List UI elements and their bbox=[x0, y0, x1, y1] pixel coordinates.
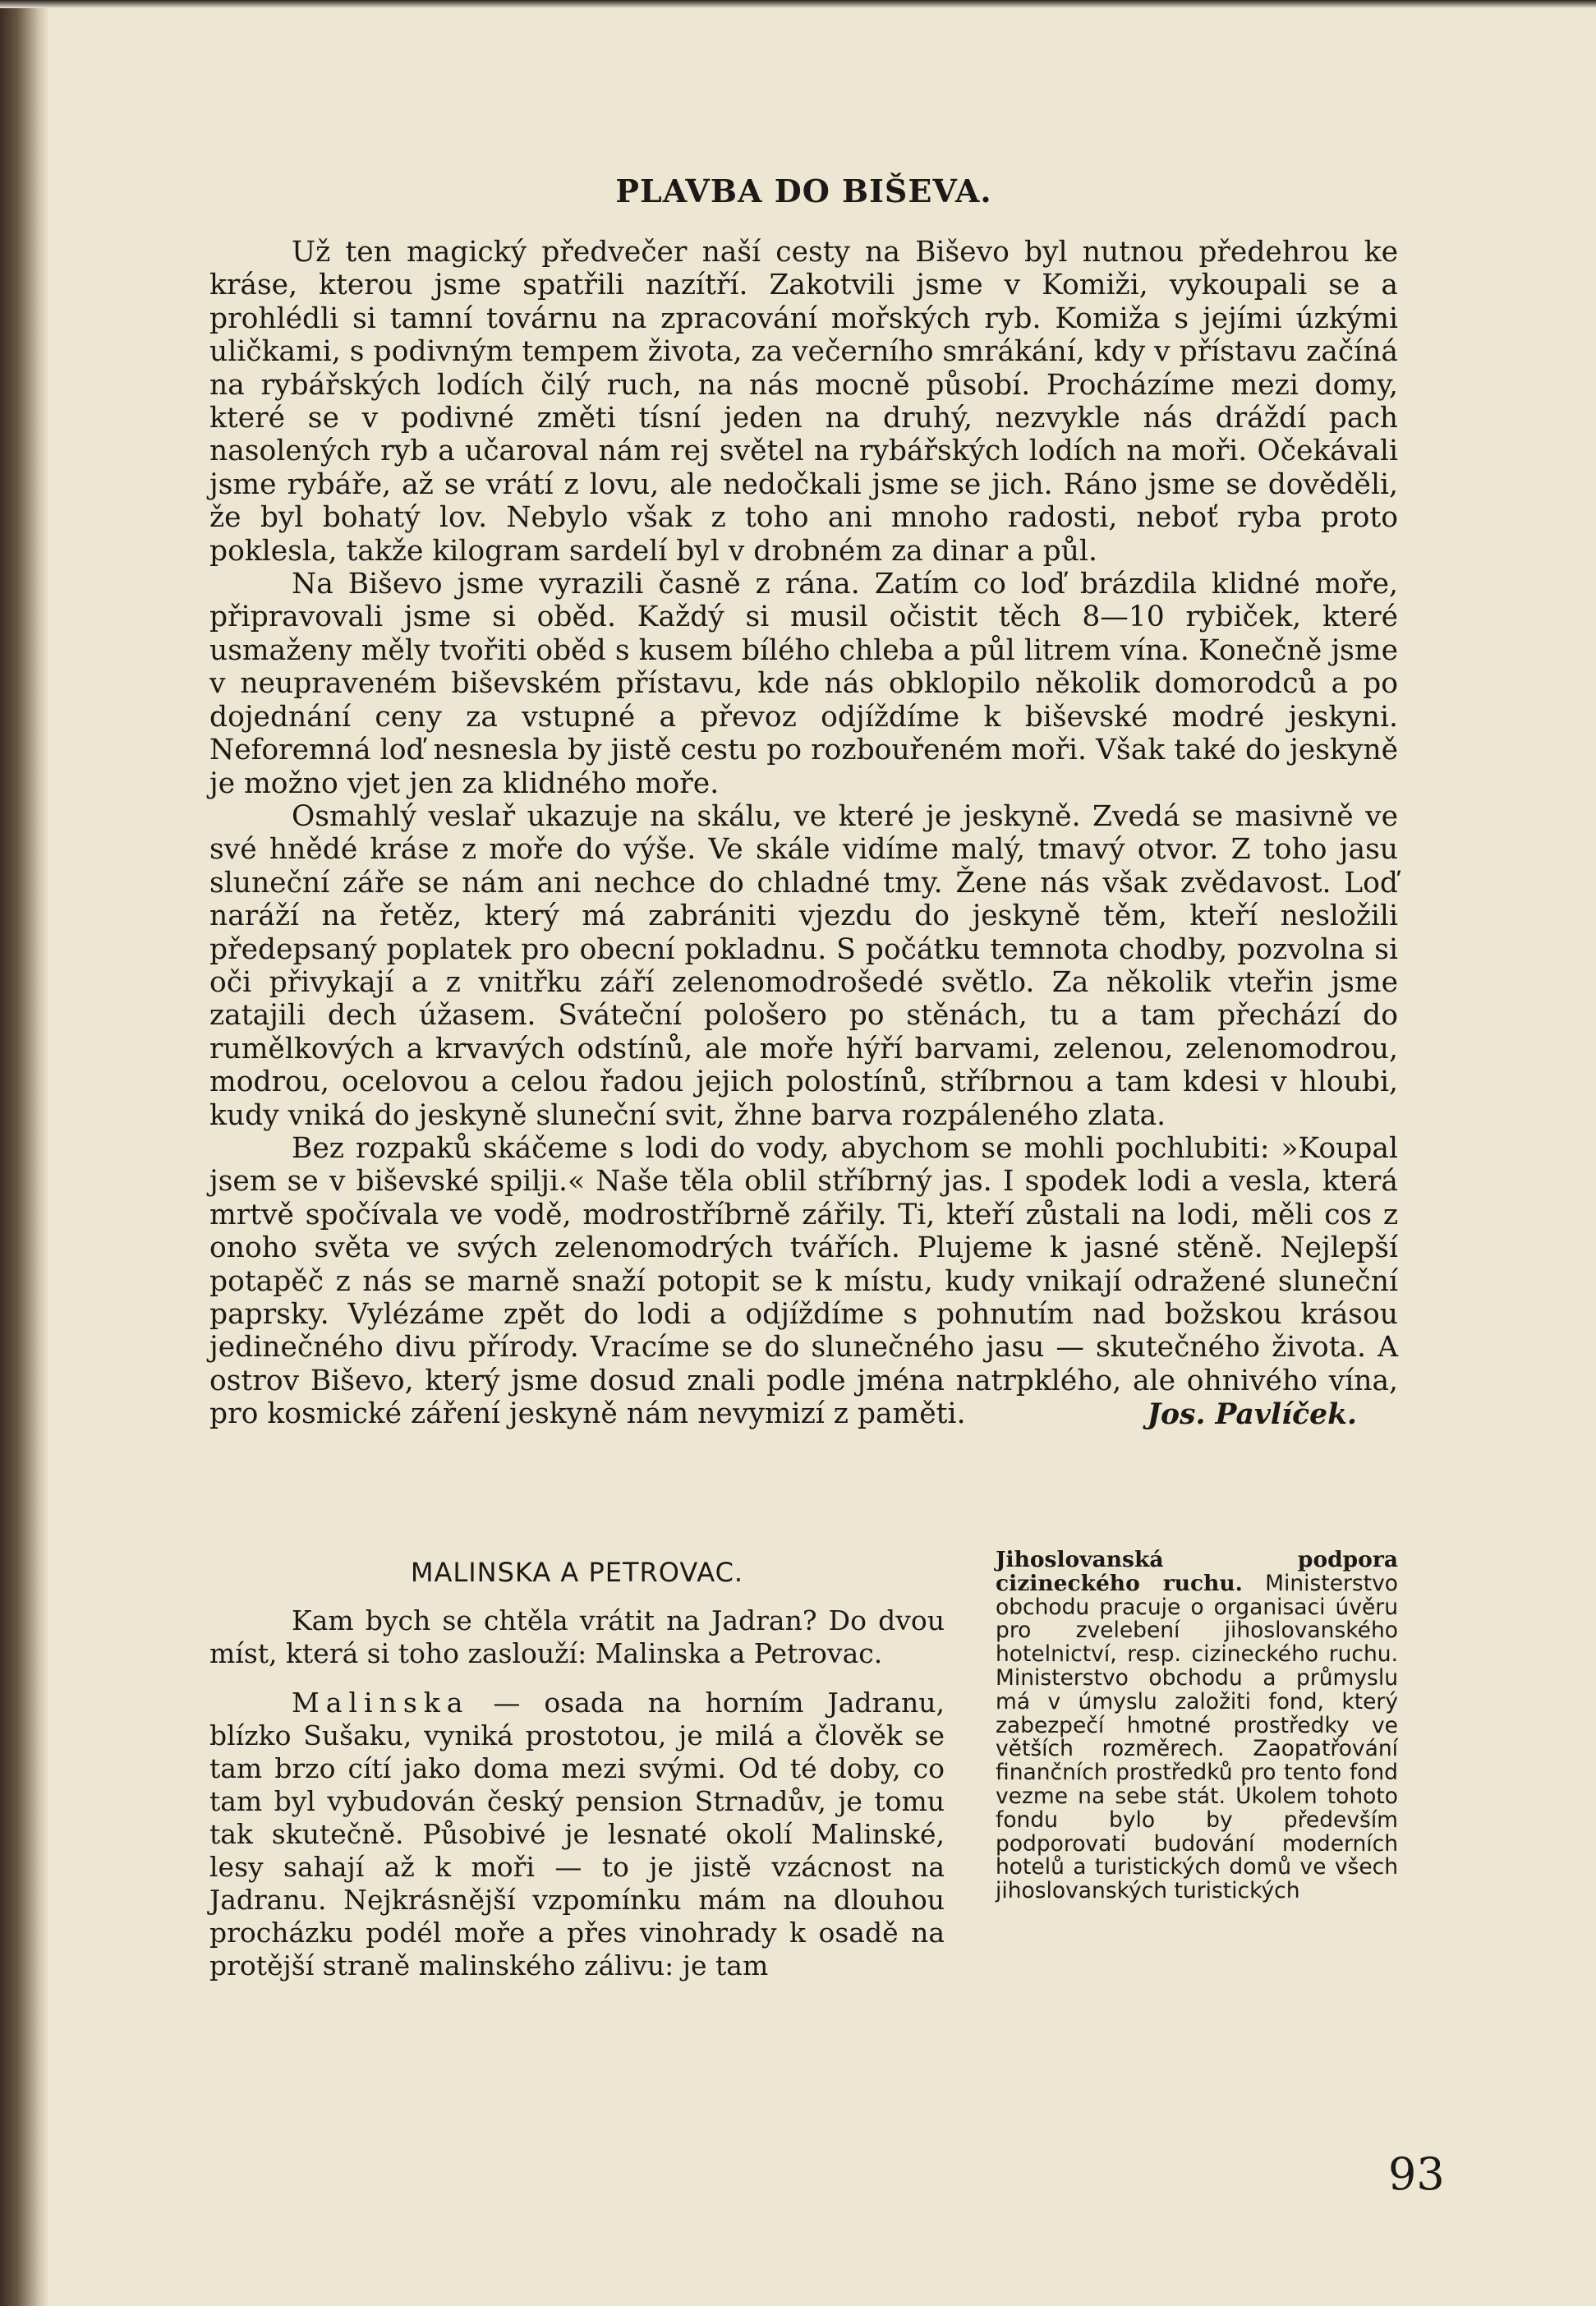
sidebar-note-heading: Jihoslovanská podpora cizineckého ruchu. bbox=[996, 1547, 1398, 1596]
article-title: PLAVBA DO BIŠEVA. bbox=[615, 173, 992, 209]
article-paragraph: Osmahlý veslař ukazuje na skálu, ve které je jeskyně. Zvedá se masivně ve své hnědé kráse z moře do výše. Ve skále vidíme malý, tmavý otvor. Z toho jasu sluneční záře se nám ani nechce do chladné tmy. Žene nás však zvědavost. Loď naráží na řetěz, který má zabrániti vjezdu do jeskyně těm, kteří nesložili předepsaný poplatek pro obecní pokladnu. S počátku temnota chodby, pozvolna si oči přivykají a z vnitřku září zelenomodrošedé světlo. Za několik vteřin jsme zatajili dech úžasem. Sváteční pološero po stěnách, tu a tam přechází do rumělkových a krvavých odstínů, ale moře hýří barvami, zelenou, zelenomodrou, modrou, ocelovou a celou řadou jejich polostínů, stříbrnou a tam kdesi v hloubi, kudy vniká do jeskyně sluneční svit, žhne barva rozpáleného zlata. bbox=[209, 799, 1398, 1132]
sidebar-note-text bbox=[996, 1549, 1398, 1903]
second-article-intro: Kam bych se chtěla vrátit na Jadran? Do dvou míst, která si toho zaslouží: Malinska a Petrovac. bbox=[209, 1604, 945, 1669]
article-author: Jos. Pavlíček. bbox=[1147, 1397, 1357, 1431]
page-number: 93 bbox=[1388, 2148, 1445, 2200]
sidebar-note bbox=[996, 1549, 1398, 1903]
second-article-paragraph bbox=[209, 1687, 945, 1982]
article-paragraph: Na Biševo jsme vyrazili časně z rána. Zatím co loď brázdila klidné moře, připravovali jsme si oběd. Každý si musil očistit těch 8—10 rybiček, které usmaženy měly tvořiti oběd s kusem bílého chleba a půl litrem vína. Konečně jsme v neupraveném biševském přístavu, kde nás obklopilo několik domorodců a po dojednání ceny za vstupné a převoz odjíždíme k biševské modré jeskyni. Neforemná loď nesnesla by jistě cestu po rozbouřeném moři. Však také do jeskyně je možno vjet jen za klidného moře. bbox=[209, 568, 1398, 800]
article-paragraph: Už ten magický předvečer naší cesty na Biševo byl nutnou předehrou ke kráse, kterou jsme spatřili nazítří. Zakotvili jsme v Komiži, vykoupali se a prohlédli si tamní továrnu na zpracování mořských ryb. Komiža s jejími úzkými uličkami, s podivným tempem života, za večerního smrákání, kdy v přístavu začíná na rybářských lodích čilý ruch, na nás mocně působí. Procházíme mezi domy, které se v podivné změti tísní jeden na druhý, nezvykle nás dráždí pach nasolených ryb a učaroval nám rej světel na rybářských lodích na moři. Očekávali jsme rybáře, až se vrátí z lovu, ale nedočkali jsme se jich. Ráno jsme se dověděli, že byl bohatý lov. Nebylo však z toho ani mnoho radosti, neboť ryba proto poklesla, takže kilogram sardelí byl v drobném za dinar a půl. bbox=[209, 236, 1398, 568]
second-article-body: — osada na horním Jadranu, blízko Sušaku, vyniká prostotou, je milá a člověk se tam brzo cítí jako doma mezi svými. Od té doby, co tam byl vybudován český pension Strnadův, je tomu tak skutečně. Působivé je lesnaté okolí Malinské, lesy sahají až k moři — to je jistě vzácnost na Jadranu. Nejkrásnější vzpomínku mám na dlouhou procházku podél moře a přes vinohrady k osadě na protější straně malinského zálivu: je tam bbox=[209, 1687, 945, 1982]
main-article bbox=[209, 156, 1398, 1431]
book-spine-shadow bbox=[0, 0, 49, 2306]
article-paragraph: Bez rozpaků skáčeme s lodi do vody, abychom se mohli pochlubiti: »Koupal jsem se v biševské spilji.« Naše těla oblil stříbrný jas. I spodek lodi a vesla, která mrtvě spočívala ve vodě, modrostříbrně zářily. Ti, kteří zůstali na lodi, měli cos z onoho světa ve svých zelenomodrých tvářích. Plujeme k jasné stěně. Nejlepší potapěč z nás se marně snaží potopit se k místu, kudy vnikají odražené sluneční paprsky. Vylézáme zpět do lodi a odjíždíme s pohnutím nad božskou krásou jedinečného divu přírody. Vracíme se do slunečného jasu — skutečného života. A ostrov Biševo, který jsme dosud znali podle jména natrpklého, ale ohnivého vína, pro kosmické záření jeskyně nám nevymizí z paměti. bbox=[209, 1131, 1398, 1431]
second-article bbox=[209, 1549, 945, 1999]
sidebar-note-body: Ministerstvo obchodu pracuje o organisaci úvěru pro zvelebení jihoslovanského hotelnictví, resp. cizineckého ruchu. Ministerstvo obchodu a průmyslu má v úmyslu založiti fond, který zabezpečí hmotné prostředky ve větších rozměrech. Zaopatřování finančních prostředků pro tento fond vezme na sebe stát. Úkolem tohoto fondu bylo by především podporovati budování moderních hotelů a turistických domů ve všech jihoslovanských turistických bbox=[996, 1570, 1399, 1904]
second-article-title: MALINSKA A PETROVAC. bbox=[410, 1557, 744, 1588]
article-body bbox=[209, 236, 1398, 1431]
place-name-spaced: Malinska bbox=[292, 1687, 470, 1719]
page-top-edge bbox=[0, 0, 1596, 8]
